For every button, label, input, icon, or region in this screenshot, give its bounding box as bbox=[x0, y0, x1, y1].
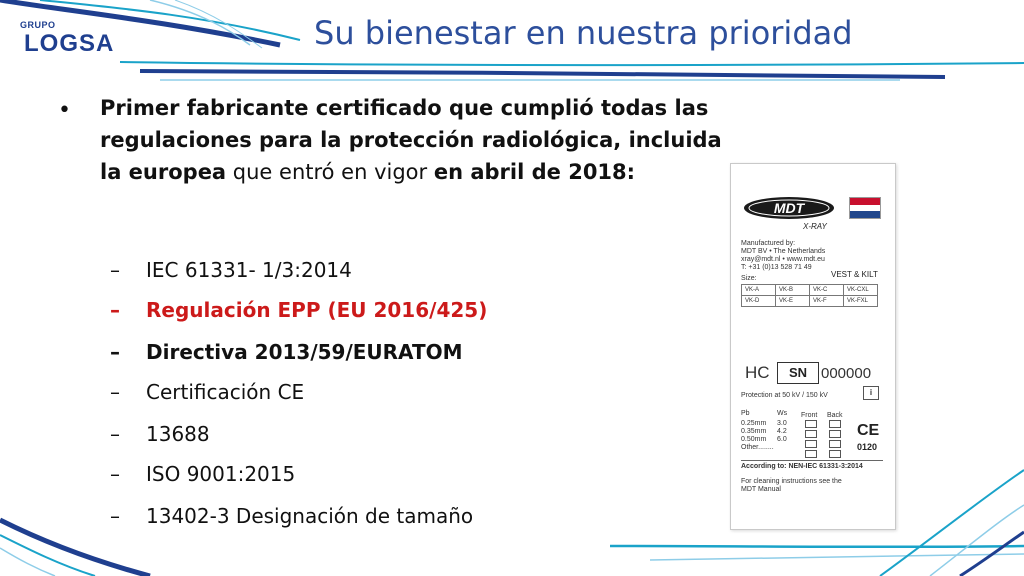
bullet-icon: • bbox=[58, 98, 71, 123]
pb-row: Other........ bbox=[741, 444, 774, 451]
dash-icon: – bbox=[110, 504, 120, 528]
size-cell: VK-D bbox=[742, 296, 776, 307]
main-bullet-bold-2: en abril de 2018: bbox=[433, 160, 636, 184]
dash-icon: – bbox=[110, 422, 120, 446]
sub-item-text: Regulación EPP (EU 2016/425) bbox=[146, 298, 488, 322]
sub-item bbox=[110, 380, 304, 404]
protection-text: Protection at 50 kV / 150 kV bbox=[741, 392, 828, 399]
manual-book-icon: i bbox=[863, 386, 879, 400]
pb-row: 0.35mm bbox=[741, 428, 767, 435]
ws-row: 4.2 bbox=[777, 428, 787, 435]
sub-item bbox=[110, 422, 210, 446]
sub-item-text: ISO 9001:2015 bbox=[146, 462, 296, 486]
ws-row: 3.0 bbox=[777, 420, 787, 427]
col-pb: Pb bbox=[741, 410, 750, 417]
cleaning-text: For cleaning instructions see the bbox=[741, 478, 842, 485]
pb-row: 0.25mm bbox=[741, 420, 767, 427]
size-cell: VK-E bbox=[776, 296, 810, 307]
product-name: VEST & KILT bbox=[831, 270, 878, 279]
dash-icon: – bbox=[110, 462, 120, 486]
table-row bbox=[742, 285, 878, 296]
col-ws: Ws bbox=[777, 410, 788, 417]
netherlands-flag-icon bbox=[849, 197, 881, 219]
sub-item bbox=[110, 298, 487, 322]
sub-item-text: 13402-3 Designación de tamaño bbox=[146, 504, 474, 528]
contact: xray@mdt.nl • www.mdt.eu bbox=[741, 256, 825, 263]
size-cell: VK-B bbox=[776, 285, 810, 296]
ce-number: 0120 bbox=[857, 442, 878, 452]
dash-icon: – bbox=[110, 298, 120, 322]
sn-box: SN bbox=[777, 362, 819, 384]
size-table bbox=[741, 284, 878, 307]
dash-icon: – bbox=[110, 258, 120, 282]
sub-item bbox=[110, 504, 473, 528]
hc-label: HC bbox=[745, 363, 770, 382]
main-bullet-text bbox=[100, 92, 740, 188]
size-cell: VK-F bbox=[810, 296, 844, 307]
sub-item bbox=[110, 340, 463, 364]
size-cell: VK-A bbox=[742, 285, 776, 296]
front-checkboxes bbox=[805, 420, 815, 460]
mdt-logo-text: MDT bbox=[773, 200, 805, 216]
logo: LOGSA bbox=[24, 30, 115, 57]
pb-row: 0.50mm bbox=[741, 436, 767, 443]
size-cell: VK-C bbox=[810, 285, 844, 296]
sub-item-text: IEC 61331- 1/3:2014 bbox=[146, 258, 352, 282]
product-label-image bbox=[730, 163, 896, 530]
ce-mark-icon: CE bbox=[857, 422, 880, 439]
sub-item-text: 13688 bbox=[146, 422, 210, 446]
sub-item bbox=[110, 258, 352, 282]
serial-number: 000000 bbox=[821, 365, 872, 382]
according-text: According to: NEN-IEC 61331-3:2014 bbox=[741, 463, 863, 470]
manufactured-by: Manufactured by: bbox=[741, 240, 796, 247]
main-bullet-normal: que entró en vigor bbox=[226, 160, 434, 184]
size-cell: VK-CXL bbox=[844, 285, 878, 296]
dash-icon: – bbox=[110, 380, 120, 404]
table-row bbox=[742, 296, 878, 307]
cleaning-text: MDT Manual bbox=[741, 486, 781, 493]
size-cell: VK-FXL bbox=[844, 296, 878, 307]
phone: T: +31 (0)13 528 71 49 bbox=[741, 264, 812, 271]
xray-label: X-RAY bbox=[803, 222, 827, 231]
col-back: Back bbox=[827, 412, 843, 419]
sub-item-text: Directiva 2013/59/EURATOM bbox=[146, 340, 463, 364]
company: MDT BV • The Netherlands bbox=[741, 248, 826, 255]
logo-label: GRUPO bbox=[20, 20, 56, 30]
mdt-logo-icon bbox=[743, 196, 835, 220]
dash-icon: – bbox=[110, 340, 120, 364]
sub-item-text: Certificación CE bbox=[146, 380, 305, 404]
divider bbox=[741, 460, 883, 461]
main-bullet-bold-1: Primer fabricante certificado que cumplió todas las regulaciones para la protección radiológica, incluida la europea bbox=[100, 96, 722, 184]
sub-item bbox=[110, 462, 295, 486]
back-checkboxes bbox=[829, 420, 839, 460]
col-front: Front bbox=[801, 412, 818, 419]
size-label: Size: bbox=[741, 275, 757, 282]
ws-row: 6.0 bbox=[777, 436, 787, 443]
page-title: Su bienestar en nuestra prioridad bbox=[314, 14, 853, 52]
